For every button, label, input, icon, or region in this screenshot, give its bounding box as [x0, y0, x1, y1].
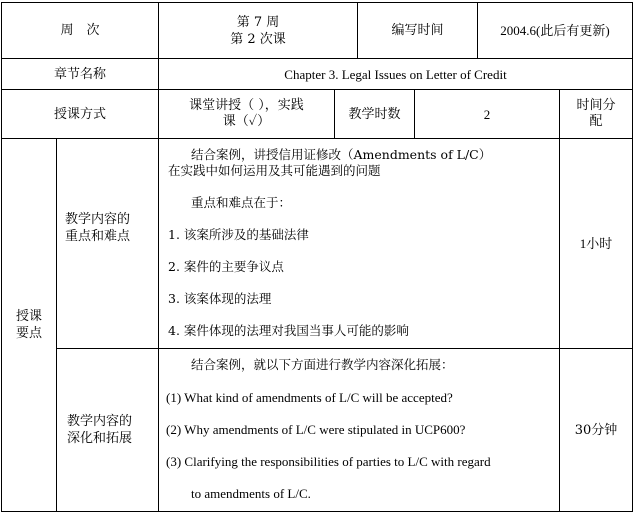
lesson-number: 第 2 次课: [230, 31, 286, 47]
chapter-label: 章节名称: [53, 66, 106, 82]
extension-label: [57, 349, 158, 511]
key-points-line2: 要点: [15, 326, 42, 341]
extension-item-3-cont: to amendments of L/C.: [191, 486, 311, 501]
compile-time-value: 2004.6(此后有更新): [500, 23, 610, 38]
focus-intro-line2: 在实践中如何运用及其可能遇到的问题: [168, 163, 381, 178]
teaching-method-line2: 课（✓）: [222, 114, 271, 129]
focus-heading: 重点和难点在于：: [191, 195, 292, 210]
rule: [632, 2, 633, 512]
extension-intro: 结合案例，就以下方面进行教学内容深化拓展：: [191, 357, 454, 372]
extension-item-3: (3) Clarifying the responsibilities of parties to L/C with regard: [166, 454, 491, 469]
extension-item-1: (1) What kind of amendments of L/C will be accepted?: [166, 390, 453, 405]
teaching-method-value: [159, 90, 334, 138]
teaching-method-label: 授课方式: [53, 106, 106, 122]
focus-intro-line1: 结合案例，讲授信用证修改（Amendments of L/C）: [191, 147, 492, 162]
extension-label-line1: 教学内容的: [67, 414, 133, 429]
week-number: 第 7 周: [236, 14, 280, 30]
focus-label-line2: 重点和难点: [65, 228, 131, 244]
focus-item-3: 3. 该案体现的法理: [168, 291, 272, 306]
class-hours-value: 2: [483, 106, 491, 122]
time-allocation-label: [560, 90, 632, 138]
time-allocation-line1: 时间分: [576, 98, 616, 113]
focus-time-value: 1小时: [579, 236, 613, 251]
key-points-line1: 授课: [15, 309, 42, 324]
teaching-method-line1: 课堂讲授（ ），实践: [189, 98, 304, 113]
extension-label-line2: 深化和拓展: [67, 431, 133, 446]
rule: [1, 511, 633, 512]
focus-item-1: 1. 该案所涉及的基础法律: [168, 227, 309, 242]
focus-item-4: 4. 案件体现的法理对我国当事人可能的影响: [168, 323, 409, 338]
extension-item-2: (2) Why amendments of L/C were stipulated in UCP600?: [166, 422, 466, 437]
focus-difficulty-label: [57, 139, 158, 348]
week-label: 周 次: [60, 23, 100, 38]
week-value: [159, 3, 357, 58]
focus-item-2: 2. 案件的主要争议点: [168, 259, 284, 274]
time-allocation-line2: 配: [589, 114, 603, 129]
class-hours-label: 教学时数: [348, 106, 401, 122]
extension-time-value: 30分钟: [574, 422, 618, 438]
focus-label-line1: 教学内容的: [65, 211, 131, 227]
chapter-value: Chapter 3. Legal Issues on Letter of Credit: [284, 66, 507, 82]
compile-time-label: 编写时间: [391, 23, 444, 38]
key-points-section-label: [2, 139, 56, 511]
